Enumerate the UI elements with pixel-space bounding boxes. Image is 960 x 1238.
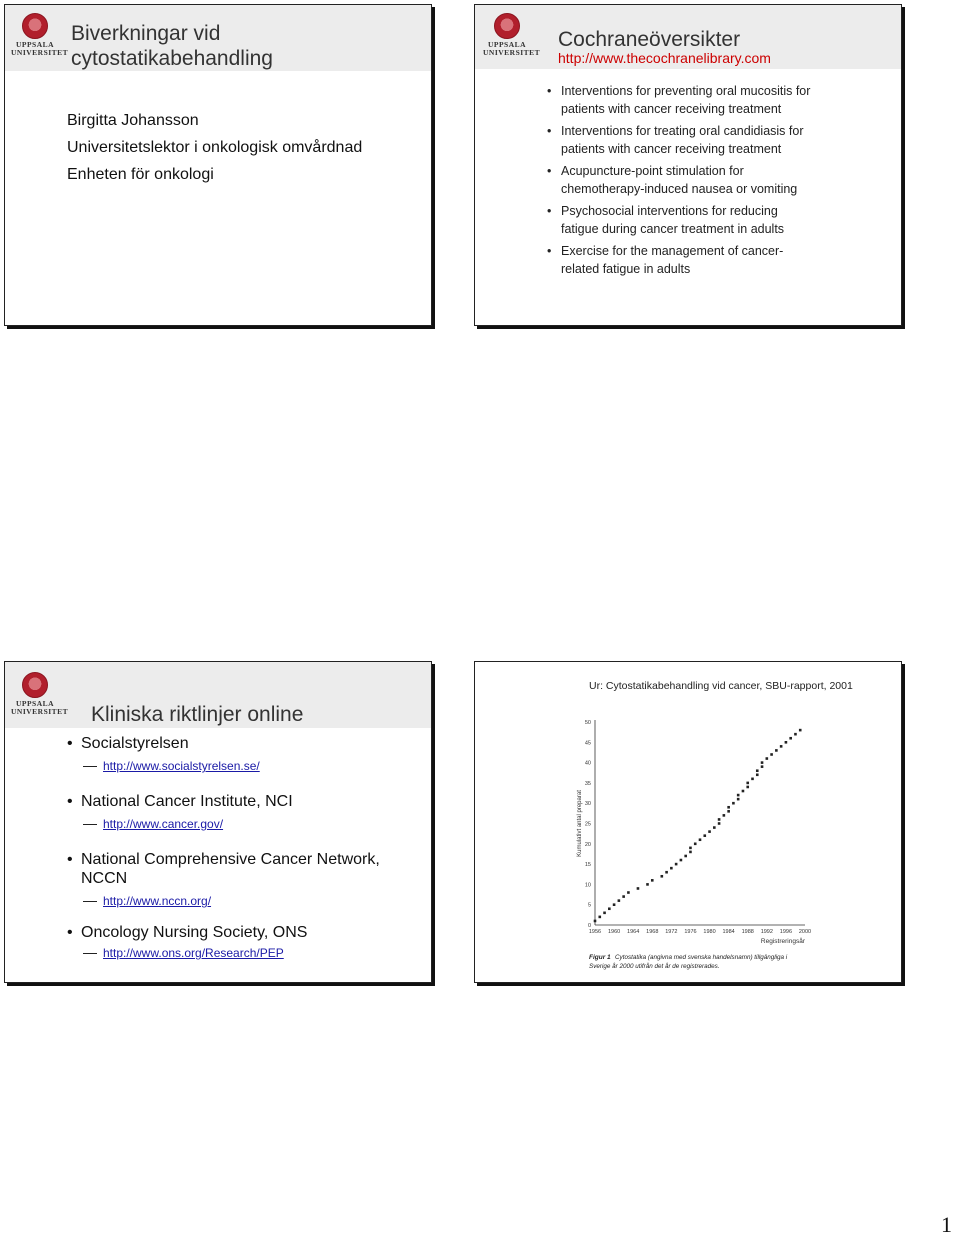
data-point (732, 802, 735, 805)
data-point (661, 875, 664, 878)
x-tick-labels (589, 929, 811, 935)
list-item: • Acupuncture-point stimulation for chemotherapy-induced nausea or vomiting (545, 163, 895, 198)
data-point (594, 920, 597, 923)
data-point (684, 855, 687, 858)
y-tick-labels (585, 720, 591, 929)
x-tick-label: 1980 (703, 929, 716, 935)
author-unit: Enheten för onkologi (67, 166, 214, 183)
data-point (761, 761, 764, 764)
nci-link[interactable]: http://www.cancer.gov/ (103, 817, 224, 831)
x-tick-label: 1984 (722, 929, 735, 935)
data-point (718, 818, 721, 821)
university-seal-icon (22, 672, 48, 698)
data-point (746, 786, 749, 789)
guideline-list (65, 734, 425, 979)
data-point (718, 822, 721, 825)
y-tick-label: 45 (584, 740, 591, 747)
source-note: Ur: Cytostatikabehandling vid cancer, SBU-rapport, 2001 (589, 680, 853, 692)
link-row (81, 892, 425, 911)
chart-points (594, 729, 802, 922)
data-point (618, 899, 621, 902)
logo-text: UPPSALA UNIVERSITET (483, 40, 541, 57)
page-number: 1 (941, 1212, 952, 1237)
list-item: • National Cancer Institute, NCI http://www.cancer.gov/ (65, 792, 425, 834)
figure-caption-line-1: Cytostatika (angivna med svenska handelsnamn) tillgängliga i (615, 954, 788, 961)
data-point (775, 749, 778, 752)
title-line-2: cytostatikabehandling (71, 47, 273, 70)
data-point (708, 830, 711, 833)
review-list (545, 83, 895, 283)
link-row (81, 944, 425, 963)
data-point (703, 834, 706, 837)
author-block (67, 107, 362, 188)
title-text: Cochraneöversikter (558, 28, 741, 51)
university-seal-icon (22, 13, 48, 39)
data-point (608, 907, 611, 910)
x-tick-label: 1992 (760, 929, 773, 935)
data-point (646, 883, 649, 886)
data-point (603, 912, 606, 915)
data-point (598, 916, 601, 919)
uppsala-logo (11, 672, 69, 716)
x-tick-label: 1972 (665, 929, 678, 935)
y-tick-label: 35 (584, 780, 591, 787)
y-tick-label: 20 (584, 841, 591, 848)
list-item: • National Comprehensive Cancer Network, NCCN http://www.nccn.org/ (65, 850, 425, 911)
author-name: Birgitta Johansson (67, 112, 199, 129)
data-point (756, 769, 759, 772)
x-tick-label: 1960 (607, 929, 621, 935)
slide-title (71, 21, 273, 71)
x-tick-label: 1964 (627, 929, 640, 935)
data-point (761, 765, 764, 768)
x-tick-label: 1968 (646, 929, 659, 935)
data-point (723, 814, 726, 817)
data-point (689, 851, 692, 854)
y-tick-label: 30 (584, 801, 591, 808)
data-point (694, 843, 697, 846)
slide-title: Kliniska riktlinjer online (91, 703, 304, 726)
slide-title-page (4, 4, 432, 326)
data-point (751, 778, 754, 781)
author-role: Universitetslektor i onkologisk omvårdnad (67, 139, 363, 156)
cytostatika-chart (475, 662, 901, 982)
x-tick-label: 1996 (779, 929, 793, 935)
chart-axes (595, 720, 805, 925)
x-tick-label: 1976 (684, 929, 697, 935)
data-point (627, 891, 630, 894)
data-point (675, 863, 678, 866)
data-point (756, 773, 759, 776)
y-tick-label: 15 (584, 862, 591, 869)
socialstyrelsen-link[interactable]: http://www.socialstyrelsen.se/ (103, 759, 260, 773)
y-tick-label: 0 (587, 923, 591, 929)
list-item: • Exercise for the management of cancer- related fatigue in adults (545, 243, 895, 278)
y-tick-label: 10 (584, 882, 591, 889)
data-point (789, 737, 792, 740)
data-point (742, 790, 745, 793)
data-point (651, 879, 654, 882)
slide-figure (474, 661, 902, 983)
ons-link[interactable]: http://www.ons.org/Research/PEP (103, 946, 284, 960)
university-seal-icon (494, 13, 520, 39)
data-point (622, 895, 625, 898)
data-point (689, 847, 692, 850)
data-point (737, 798, 740, 801)
title-line-1: Biverkningar vid (71, 22, 221, 45)
list-item: • Oncology Nursing Society, ONS http://www.ons.org/Research/PEP (65, 923, 425, 963)
list-item: • Socialstyrelsen http://www.socialstyrelsen.se/ (65, 734, 425, 776)
list-item: • Interventions for treating oral candidiasis for patients with cancer receiving treatment (545, 123, 895, 158)
x-tick-label: 1988 (741, 929, 754, 935)
data-point (727, 810, 730, 813)
slide-cochrane (474, 4, 902, 326)
data-point (613, 903, 616, 906)
figure-caption-label: Figur 1 (589, 954, 611, 961)
link-row (81, 815, 425, 834)
uppsala-logo (11, 13, 69, 57)
data-point (785, 741, 788, 744)
data-point (766, 757, 769, 760)
y-tick-label: 5 (587, 902, 591, 909)
slide-guidelines (4, 661, 432, 983)
data-point (780, 745, 783, 748)
uppsala-logo (483, 13, 541, 57)
x-axis-label: Registreringsår (760, 938, 805, 945)
x-tick-label: 1956 (588, 929, 602, 935)
x-tick-label: 2000 (798, 929, 812, 935)
y-axis-label: Kumulativt antal preparat (577, 790, 583, 857)
figure-caption-line-2: Sverige år 2000 utifrån det år de registrerades. (589, 963, 720, 970)
cochrane-url-link[interactable]: http://www.thecochranelibrary.com (558, 50, 771, 66)
data-point (770, 753, 773, 756)
data-point (637, 887, 640, 890)
data-point (670, 867, 673, 870)
y-tick-label: 50 (584, 720, 591, 726)
data-point (799, 729, 802, 732)
logo-text: UPPSALA UNIVERSITET (11, 40, 69, 57)
list-item: • Interventions for preventing oral mucositis for patients with cancer receiving treatment (545, 83, 895, 118)
y-tick-label: 40 (584, 760, 591, 767)
data-point (794, 733, 797, 736)
nccn-link[interactable]: http://www.nccn.org/ (103, 894, 212, 908)
data-point (699, 838, 702, 841)
link-row (81, 757, 425, 776)
data-point (713, 826, 716, 829)
slide-title (558, 27, 771, 66)
list-item: • Psychosocial interventions for reducing fatigue during cancer treatment in adults (545, 203, 895, 238)
y-tick-label: 25 (584, 821, 591, 828)
data-point (746, 782, 749, 785)
logo-text: UPPSALA UNIVERSITET (11, 699, 69, 716)
data-point (665, 871, 668, 874)
data-point (737, 794, 740, 797)
data-point (727, 806, 730, 809)
data-point (680, 859, 683, 862)
